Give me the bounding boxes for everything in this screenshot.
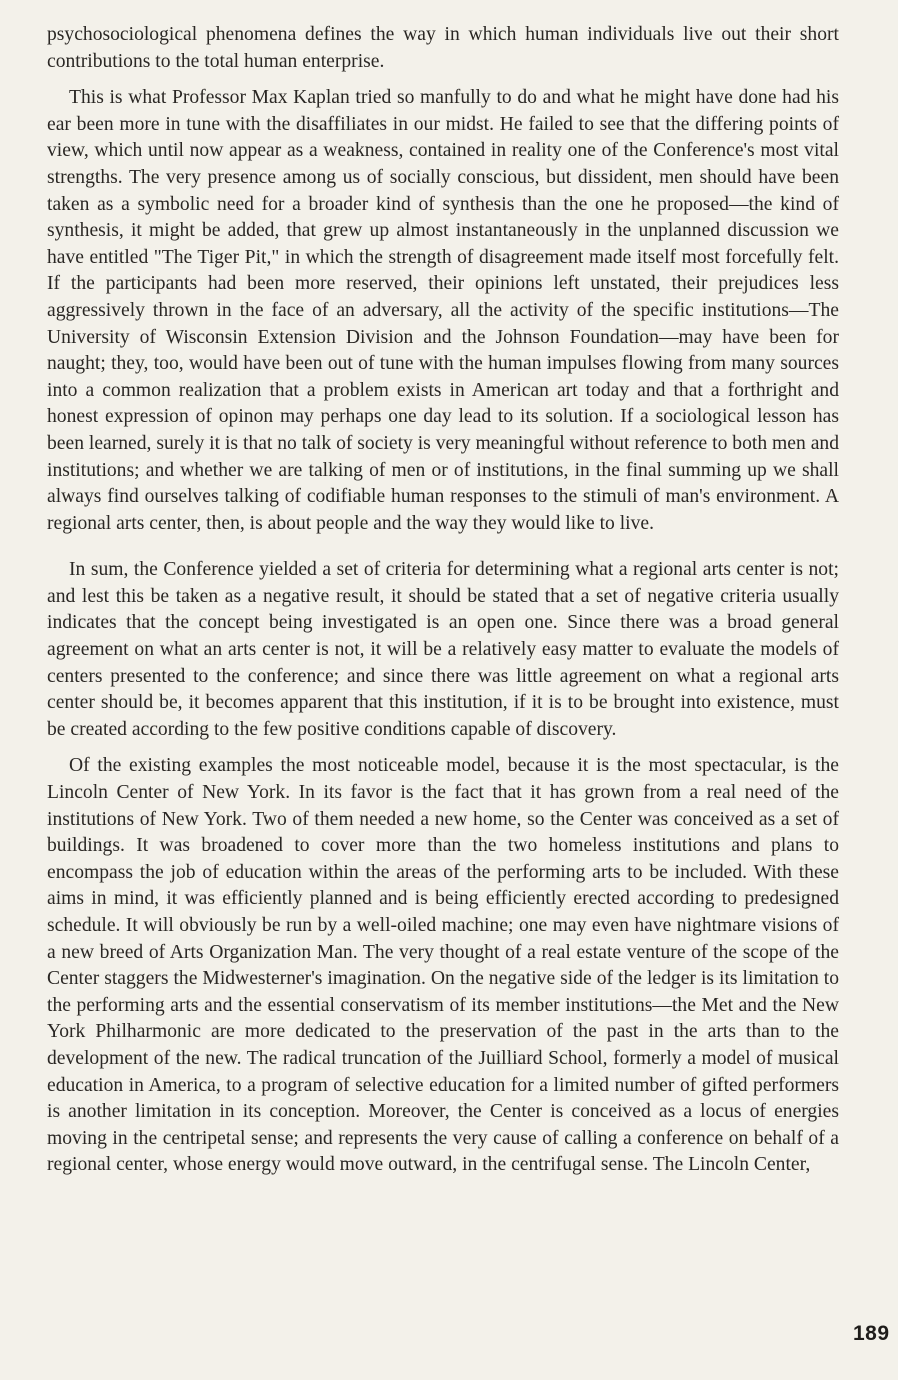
- paragraph-in-sum: In sum, the Conference yielded a set of criteria for determining what a regional arts center is not; and lest this be taken as a negative result, it should be stated that a set of negative criteria usually indicates that the concept being investigated is an open one. Since there was a broad general agreement on what an arts center is not, it will be a relatively easy matter to evaluate the models of centers presented to the conference; and since there was little agreement on what a regional arts center should be, it becomes apparent that this institution, if it is to be brought into existence, must be created according to the few positive conditions capable of discovery.: [47, 559, 839, 740]
- paragraph-continuation: psychosociological phenomena defines the way in which human individuals live out their short contributions to the total human enterprise.: [47, 24, 839, 72]
- page-number: 189: [853, 1322, 890, 1345]
- page-body: [47, 22, 839, 1179]
- paragraph-kaplan: This is what Professor Max Kaplan tried so manfully to do and what he might have done had his ear been more in tune with the disaffiliates in our midst. He failed to see that the differing points of view, which until now appear as a weakness, contained in reality one of the Conference's most vital strengths. The very presence among us of socially conscious, but dissident, men should have been taken as a symbolic need for a broader kind of synthesis than the one he proposed—the kind of synthesis, it might be added, that grew up almost instantaneously in the unplanned discussion we have entitled "The Tiger Pit," in which the strength of disagreement made itself most forcefully felt. If the participants had been more reserved, their opinions left unstated, their prejudices less aggressively thrown in the face of an adversary, all the activity of the specific institutions—The University of Wisconsin Extension Division and the Johnson Foundation—may have been for naught; they, too, would have been out of tune with the human impulses flowing from many sources into a common realization that a problem exists in American art today and that a forthright and honest expression of opinon may perhaps one day lead to its solution. If a sociological lesson has been learned, surely it is that no talk of society is very meaningful without reference to both men and institutions; and whether we are talking of men or of institutions, in the final summing up we shall always find ourselves talking of codifiable human responses to the stimuli of man's environment. A regional arts center, then, is about people and the way they would like to live.: [47, 87, 839, 534]
- paragraph-lincoln-center: Of the existing examples the most noticeable model, because it is the most spectacular, is the Lincoln Center of New York. In its favor is the fact that it has grown from a real need of the institutions of New York. Two of them needed a new home, so the Center was conceived as a set of buildings. It was broadened to cover more than the two homeless institutions and plans to encompass the job of education within the areas of the performing arts to be included. With these aims in mind, it was efficiently planned and is being efficiently erected according to predesigned schedule. It will obviously be run by a well-oiled machine; one may even have nightmare visions of a new breed of Arts Organization Man. The very thought of a real estate venture of the scope of the Center staggers the Midwesterner's imagination. On the negative side of the ledger is its limitation to the performing arts and the essential conservatism of its member institutions—the Met and the New York Philharmonic are more dedicated to the preservation of the past in the arts than to the development of the new. The radical truncation of the Juilliard School, formerly a model of musical education in America, to a program of selective education for a limited number of gifted performers is another limitation in its conception. Moreover, the Center is conceived as a locus of energies moving in the centripetal sense; and represents the very cause of calling a conference on behalf of a regional center, whose energy would move outward, in the centrifugal sense. The Lincoln Center,: [47, 755, 839, 1176]
